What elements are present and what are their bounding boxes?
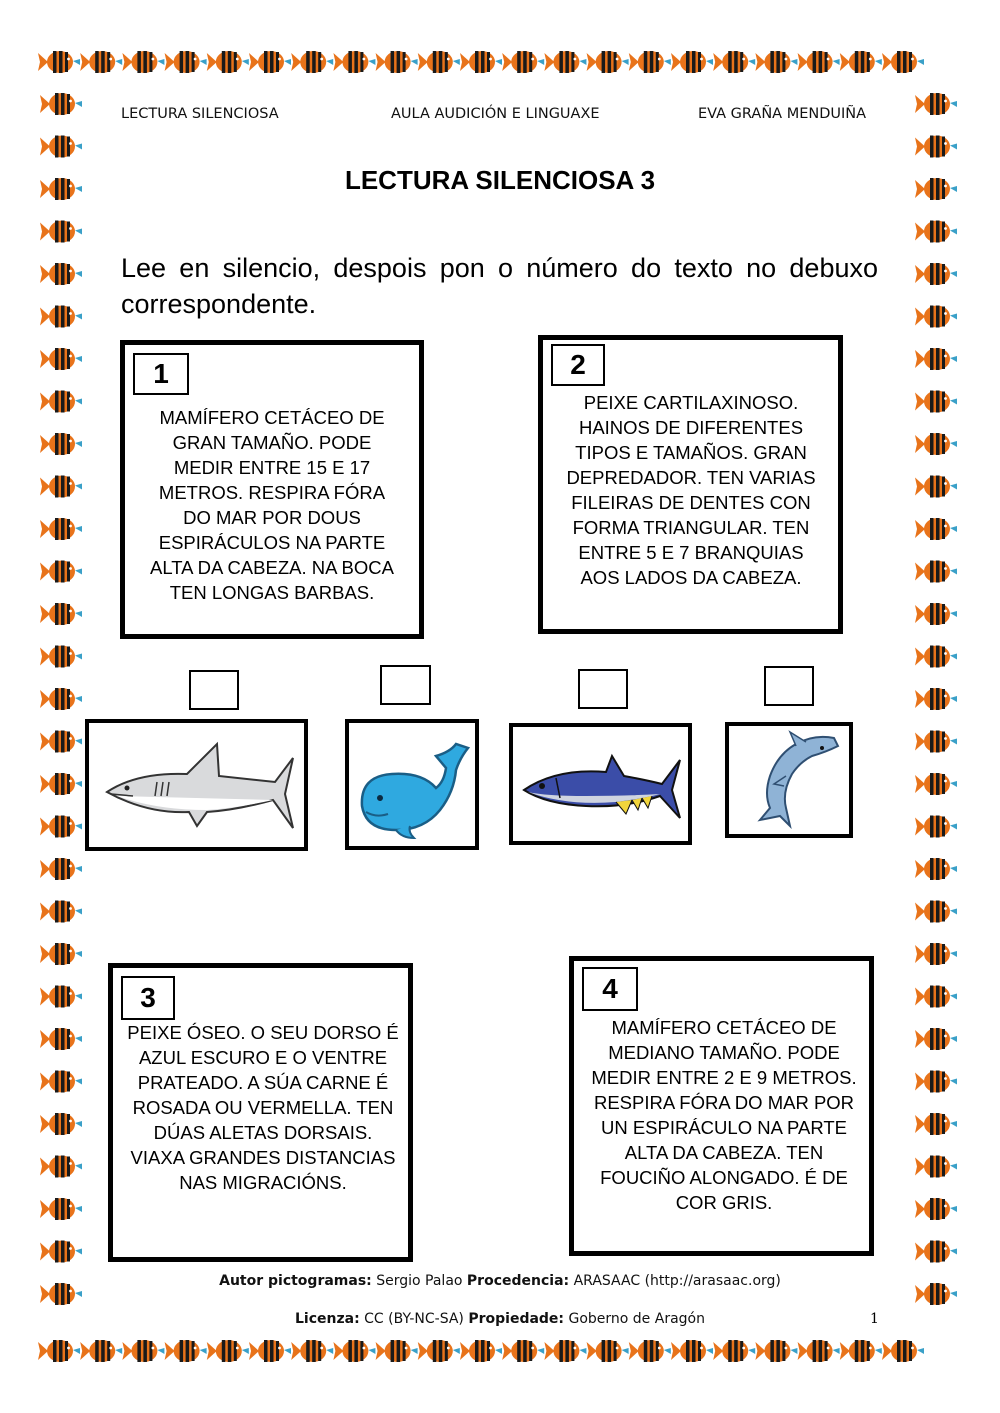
fish-icon <box>80 1340 122 1362</box>
fish-icon <box>915 901 957 923</box>
fish-icon <box>40 986 82 1008</box>
card-number-4: 4 <box>582 967 638 1011</box>
fish-icon <box>376 1340 418 1362</box>
fish-icon <box>915 263 957 285</box>
page-title: LECTURA SILENCIOSA 3 <box>344 165 656 195</box>
fish-icon <box>671 51 713 73</box>
fish-icon <box>755 51 797 73</box>
fish-icon <box>915 646 957 668</box>
fish-icon <box>249 51 291 73</box>
fish-icon <box>40 263 82 285</box>
fish-icon <box>376 51 418 73</box>
fish-icon <box>882 51 924 73</box>
fish-icon <box>915 1113 957 1135</box>
text-card-3 <box>108 963 413 1262</box>
fish-icon <box>915 603 957 625</box>
fish-icon <box>755 1340 797 1362</box>
fish-icon <box>629 51 671 73</box>
fish-icon <box>418 1340 460 1362</box>
fish-icon <box>915 731 957 753</box>
dolphin-icon <box>734 728 844 832</box>
header-center: AULA AUDICIÓN E LINGUAXE <box>391 106 600 122</box>
text-card-4 <box>569 956 874 1256</box>
fish-icon <box>882 1340 924 1362</box>
card-number-3: 3 <box>121 976 175 1020</box>
fish-icon <box>713 1340 755 1362</box>
author-label: Autor pictogramas: <box>219 1273 372 1289</box>
fish-icon <box>915 476 957 498</box>
fish-icon <box>40 1198 82 1220</box>
shark-icon <box>97 730 297 840</box>
footer-line-2 <box>0 1311 1000 1327</box>
fish-icon <box>40 136 82 158</box>
fish-icon <box>915 688 957 710</box>
text-card-2 <box>538 335 843 634</box>
fish-icon <box>40 391 82 413</box>
picture-shark <box>85 719 308 851</box>
fish-icon <box>798 1340 840 1362</box>
answer-box-shark[interactable] <box>189 670 239 710</box>
fish-icon <box>915 1028 957 1050</box>
picture-dolphin <box>725 722 853 838</box>
fish-icon <box>40 1241 82 1263</box>
fish-icon <box>122 51 164 73</box>
fish-icon <box>38 51 80 73</box>
answer-box-dolphin[interactable] <box>764 666 814 706</box>
instructions: Lee en silencio, despois pon o número do texto no debuxo correspondente. <box>121 253 878 319</box>
fish-icon <box>915 858 957 880</box>
source-value: ARASAAC (http://arasaac.org) <box>573 1273 781 1289</box>
fish-icon <box>40 688 82 710</box>
fish-icon <box>502 51 544 73</box>
picture-whale <box>345 719 479 850</box>
card-number-1: 1 <box>133 353 189 395</box>
fish-icon <box>40 221 82 243</box>
fish-icon <box>165 1340 207 1362</box>
answer-box-tuna[interactable] <box>578 669 628 709</box>
fish-icon <box>915 816 957 838</box>
owner-value: Goberno de Aragón <box>568 1311 705 1327</box>
fish-icon <box>207 51 249 73</box>
fish-icon <box>40 1113 82 1135</box>
fish-icon <box>165 51 207 73</box>
fish-icon <box>40 1028 82 1050</box>
author-value: Sergio Palao <box>376 1273 463 1289</box>
license-label: Licenza: <box>295 1311 360 1327</box>
fish-icon <box>840 1340 882 1362</box>
fish-icon <box>915 1241 957 1263</box>
card-number-2: 2 <box>551 344 605 386</box>
header-right: EVA GRAÑA MENDUIÑA <box>698 106 867 122</box>
card-text-4: MAMÍFERO CETÁCEO DE MEDIANO TAMAÑO. PODE MEDIR ENTRE 2 E 9 METROS. RESPIRA FÓRA DO MAR POR UN ESPIRÁCULO NA PARTE ALTA DA CABEZA. TEN FOUCIÑO ALONGADO. É DE COR GRIS. <box>591 1017 857 1213</box>
fish-icon <box>713 51 755 73</box>
fish-icon <box>80 51 122 73</box>
fish-icon <box>915 93 957 115</box>
fish-icon <box>840 51 882 73</box>
fish-icon <box>249 1340 291 1362</box>
fish-icon <box>333 1340 375 1362</box>
fish-icon <box>915 1156 957 1178</box>
fish-icon <box>40 476 82 498</box>
fish-icon <box>40 93 82 115</box>
fish-icon <box>291 1340 333 1362</box>
fish-icon <box>587 1340 629 1362</box>
fish-icon <box>40 773 82 795</box>
fish-icon <box>915 986 957 1008</box>
card-text-2: PEIXE CARTILAXINOSO. HAINOS DE DIFERENTES TIPOS E TAMAÑOS. GRAN DEPREDADOR. TEN VARIAS FILEIRAS DE DENTES CON FORMA TRIANGULAR. TEN ENTRE 5 E 7 BRANQUIAS AOS LADOS DA CABEZA. <box>566 392 816 588</box>
fish-icon <box>40 901 82 923</box>
fish-icon <box>40 646 82 668</box>
license-value: CC (BY-NC-SA) <box>364 1311 464 1327</box>
fish-icon <box>40 858 82 880</box>
fish-icon <box>915 348 957 370</box>
fish-icon <box>915 433 957 455</box>
fish-icon <box>915 391 957 413</box>
fish-icon <box>671 1340 713 1362</box>
fish-icon <box>40 1071 82 1093</box>
fish-icon <box>629 1340 671 1362</box>
fish-icon <box>40 1156 82 1178</box>
fish-icon <box>40 816 82 838</box>
fish-icon <box>40 561 82 583</box>
fish-icon <box>418 51 460 73</box>
fish-icon <box>40 518 82 540</box>
fish-icon <box>544 1340 586 1362</box>
owner-label: Propiedade: <box>468 1311 565 1327</box>
text-card-1 <box>120 340 424 639</box>
fish-icon <box>915 773 957 795</box>
card-text-3: PEIXE ÓSEO. O SEU DORSO É AZUL ESCURO E O VENTRE PRATEADO. A SÚA CARNE É ROSADA OU VERMELLA. TEN DÚAS ALETAS DORSAIS. VIAXA GRANDES DISTANCIAS NAS MIGRACIÓNS. <box>127 1022 399 1193</box>
picture-tuna <box>509 723 692 845</box>
fish-icon <box>40 731 82 753</box>
fish-icon <box>798 51 840 73</box>
fish-icon <box>460 51 502 73</box>
fish-icon <box>915 943 957 965</box>
fish-icon <box>915 561 957 583</box>
page-number: 1 <box>870 1311 879 1327</box>
fish-icon <box>291 51 333 73</box>
fish-icon <box>40 943 82 965</box>
fish-icon <box>502 1340 544 1362</box>
card-text-1: MAMÍFERO CETÁCEO DE GRAN TAMAÑO. PODE MEDIR ENTRE 15 E 17 METROS. RESPIRA FÓRA DO MAR POR DOUS ESPIRÁCULOS NA PARTE ALTA DA CABEZA. NA BOCA TEN LONGAS BARBAS. <box>149 407 394 603</box>
fish-icon <box>915 306 957 328</box>
fish-icon <box>207 1340 249 1362</box>
tuna-icon <box>516 734 686 834</box>
fish-icon <box>333 51 375 73</box>
fish-icon <box>38 1340 80 1362</box>
fish-icon <box>915 518 957 540</box>
source-label: Procedencia: <box>466 1273 570 1289</box>
fish-icon <box>40 603 82 625</box>
answer-box-whale[interactable] <box>380 665 431 705</box>
fish-icon <box>915 136 957 158</box>
fish-icon <box>587 51 629 73</box>
footer-line-1 <box>0 1273 1000 1289</box>
header-left: LECTURA SILENCIOSA <box>121 106 279 122</box>
fish-icon <box>544 51 586 73</box>
fish-icon <box>915 221 957 243</box>
fish-icon <box>460 1340 502 1362</box>
whale-icon <box>352 726 472 844</box>
fish-icon <box>40 348 82 370</box>
fish-icon <box>40 433 82 455</box>
fish-icon <box>40 306 82 328</box>
fish-icon <box>915 1198 957 1220</box>
fish-icon <box>122 1340 164 1362</box>
fish-icon <box>915 1071 957 1093</box>
